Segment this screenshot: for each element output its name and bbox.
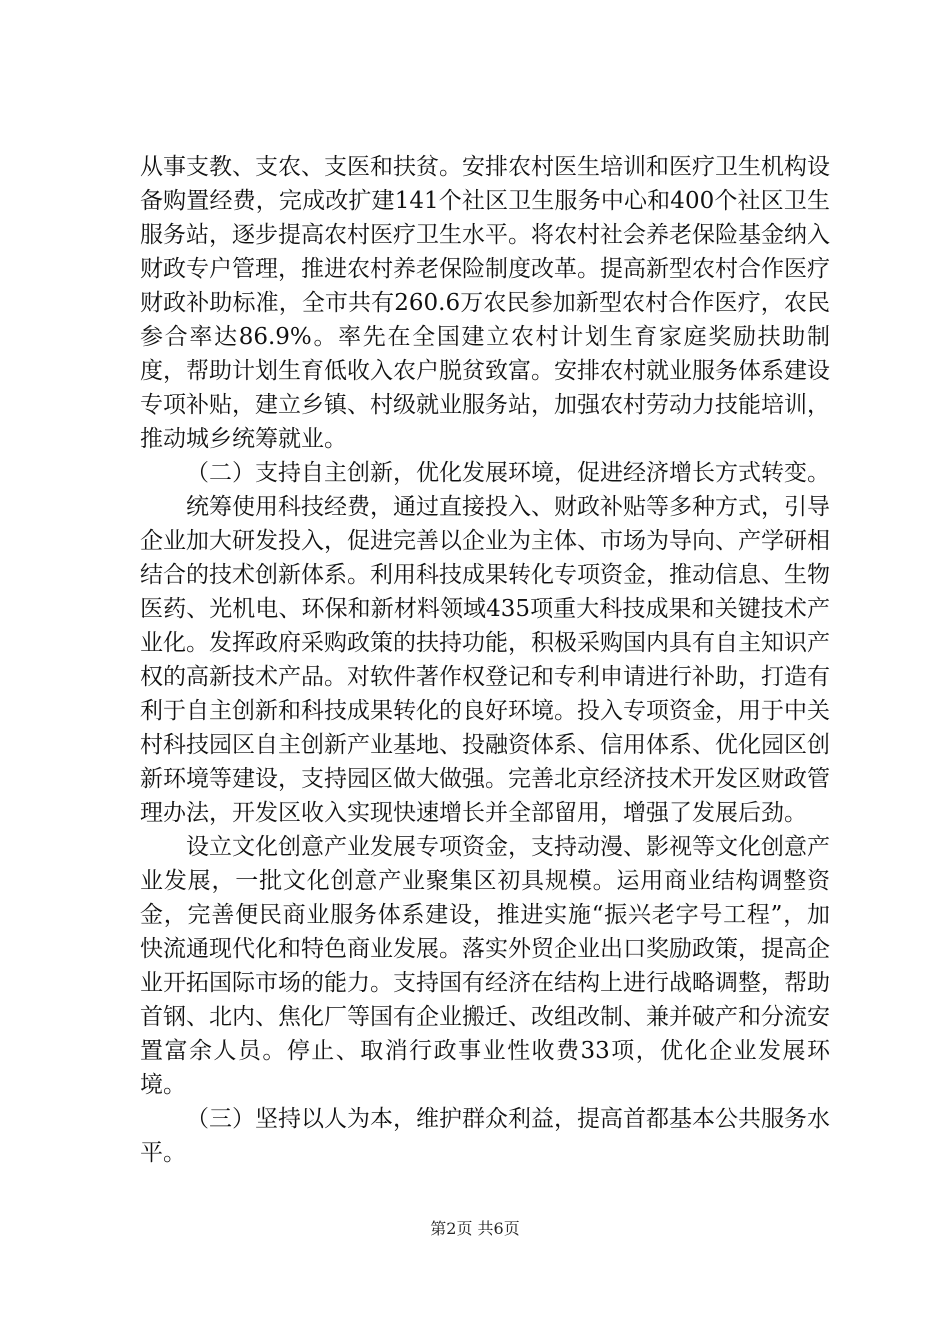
- section-heading-2: （二）支持自主创新，优化发展环境，促进经济增长方式转变。: [186, 460, 830, 486]
- page-footer: 第2页 共6页: [430, 1219, 520, 1238]
- paragraph-3: 统筹使用科技经费，通过直接投入、财政补贴等多种方式，引导企业加大研发投入，促进完善以企业为主体、市场为导向、产学研相结合的技术创新体系。利用科技成果转化专项资金，推动信息、生物医药、光机电、环保和新材料领域435项重大科技成果和关键技术产业化。发挥政府采购政策的扶持功能，积极采购国内具有自主知识产权的高新技术产品。对软件著作权登记和专利申请进行补助，打造有利于自主创新和科技成果转化的良好环境。投入专项资金，用于中关村科技园区自主创新产业基地、投融资体系、信用体系、优化园区创新环境等建设，支持园区做大做强。完善北京经济技术开发区财政管理办法，开发区收入实现快速增长并全部留用，增强了发展后劲。: [140, 494, 830, 826]
- paragraph-4: 设立文化创意产业发展专项资金，支持动漫、影视等文化创意产业发展，一批文化创意产业聚集区初具规模。运用商业结构调整资金，完善便民商业服务体系建设，推进实施“振兴老字号工程”，加快流通现代化和特色商业发展。落实外贸企业出口奖励政策，提高企业开拓国际市场的能力。支持国有经济在结构上进行战略调整，帮助首钢、北内、焦化厂等国有企业搬迁、改组改制、兼并破产和分流安置富余人员。停止、取消行政事业性收费33项，优化企业发展环境。: [140, 834, 830, 1098]
- paragraph-1: 从事支教、支农、支医和扶贫。安排农村医生培训和医疗卫生机构设备购置经费，完成改扩建141个社区卫生服务中心和400个社区卫生服务站，逐步提高农村医疗卫生水平。将农村社会养老保险基金纳入财政专户管理，推进农村养老保险制度改革。提高新型农村合作医疗财政补助标准，全市共有260.6万农民参加新型农村合作医疗，农民参合率达86.9%。率先在全国建立农村计划生育家庭奖励扶助制度，帮助计划生育低收入农户脱贫致富。安排农村就业服务体系建设专项补贴，建立乡镇、村级就业服务站，加强农村劳动力技能培训，推动城乡统筹就业。: [140, 154, 830, 452]
- section-heading-3: （三）坚持以人为本，维护群众利益，提高首都基本公共服务水平。: [140, 1106, 830, 1166]
- document-body: [140, 150, 830, 1170]
